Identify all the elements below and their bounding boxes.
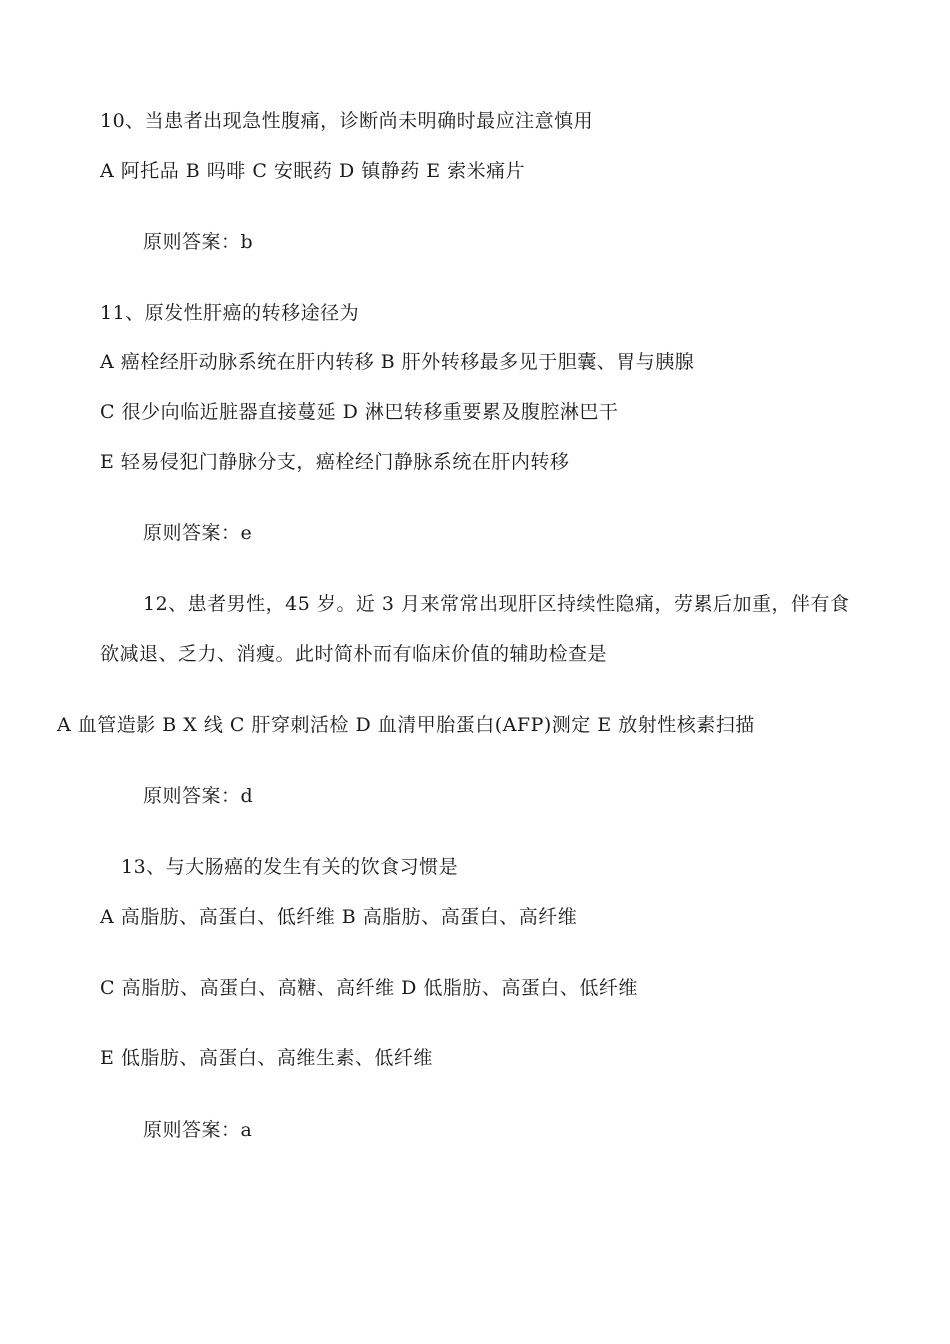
question-11-option-line-2: C 很少向临近脏器直接蔓延 D 淋巴转移重要累及腹腔淋巴干: [100, 401, 619, 423]
question-13-stem: 13、与大肠癌的发生有关的饮食习惯是: [121, 856, 459, 878]
question-13-answer: 原则答案：a: [143, 1119, 253, 1141]
question-10-stem: 10、当患者出现急性腹痛，诊断尚未明确时最应注意慎用: [100, 110, 594, 132]
question-11-stem: 11、原发性肝癌的转移途径为: [100, 302, 360, 324]
question-11-answer: 原则答案：e: [143, 522, 253, 544]
question-11-option-line-3: E 轻易侵犯门静脉分支，癌栓经门静脉系统在肝内转移: [100, 451, 570, 473]
question-12-answer: 原则答案：d: [143, 785, 254, 807]
question-12-stem-line-2: 欲减退、乏力、消瘦。此时简朴而有临床价值的辅助检查是: [100, 643, 608, 665]
question-13-option-line-2: C 高脂肪、高蛋白、高糖、高纤维 D 低脂肪、高蛋白、低纤维: [100, 977, 638, 999]
question-13-option-line-3: E 低脂肪、高蛋白、高维生素、低纤维: [100, 1047, 433, 1069]
question-12-stem-line-1: 12、患者男性，45 岁。近 3 月来常常出现肝区持续性隐痛，劳累后加重，伴有食: [143, 593, 850, 615]
question-11-option-line-1: A 癌栓经肝动脉系统在肝内转移 B 肝外转移最多见于胆囊、胃与胰腺: [100, 351, 695, 373]
question-13-option-line-1: A 高脂肪、高蛋白、低纤维 B 高脂肪、高蛋白、高纤维: [100, 906, 578, 928]
question-12-options: A 血管造影 B X 线 C 肝穿刺活检 D 血清甲胎蛋白(AFP)测定 E 放射性核素扫描: [57, 714, 755, 736]
question-10-answer: 原则答案：b: [143, 231, 254, 253]
question-10-options: A 阿托品 B 吗啡 C 安眠药 D 镇静药 E 索米痛片: [100, 160, 526, 182]
